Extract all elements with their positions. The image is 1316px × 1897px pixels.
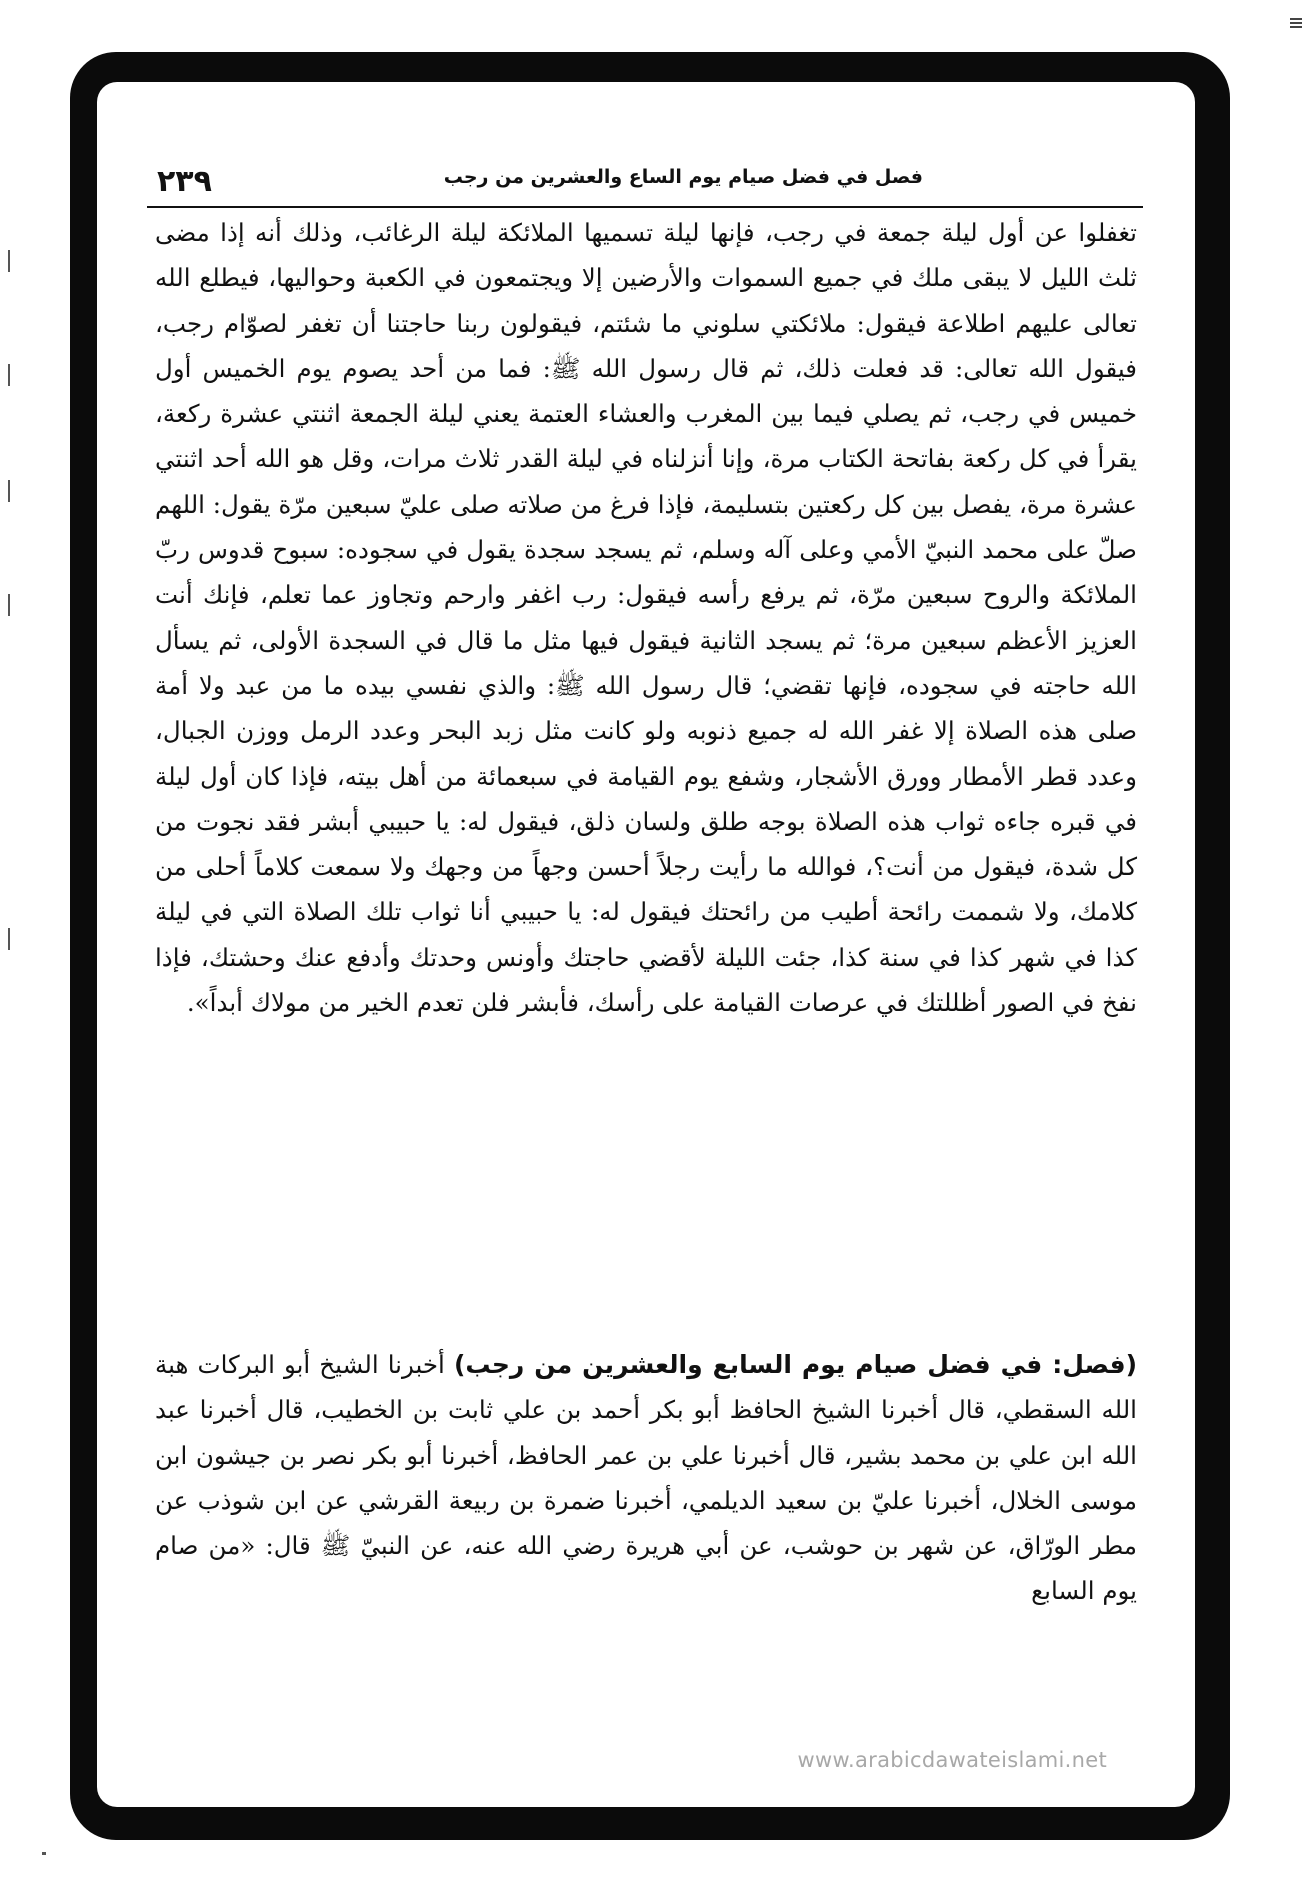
margin-tick [8, 928, 10, 950]
header-rule [147, 206, 1143, 208]
body-paragraph: تغفلوا عن أول ليلة جمعة في رجب، فإنها ليلة تسميها الملائكة ليلة الرغائب، وذلك أنه إذا مضى ثلث الليل لا يبقى ملك في جميع السموات والأرضين إلا ويجتمعون في الكعبة وحواليها، فيطلع الله تعالى عليهم اطلاعة فيقول: ملائكتي سلوني ما شئتم، فيقولون ربنا حاجتنا أن تغفر لصوّام رجب، فيقول الله تعالى: قد فعلت ذلك، ثم قال رسول الله ﷺ: فما من أحد يصوم يوم الخميس أول خميس في رجب، ثم يصلي فيما بين المغرب والعشاء العتمة يعني ليلة الجمعة اثنتي عشرة ركعة، يقرأ في كل ركعة بفاتحة الكتاب مرة، وإنا أنزلناه في ليلة القدر ثلاث مرات، وقل هو الله أحد اثنتي عشرة مرة، يفصل بين كل ركعتين بتسليمة، فإذا فرغ من صلاته صلى عليّ سبعين مرّة يقول: اللهم صلّ على محمد النبيّ الأمي وعلى آله وسلم، ثم يسجد سجدة يقول في سجوده: سبوح قدوس ربّ الملائكة والروح سبعين مرّة، ثم يرفع رأسه فيقول: رب اغفر وارحم وتجاوز عما تعلم، فإنك أنت العزيز الأعظم سبعين مرة؛ ثم يسجد الثانية فيقول فيها مثل ما قال في السجدة الأولى، ثم يسأل الله حاجته في سجوده، فإنها تقضي؛ قال رسول الله ﷺ: والذي نفسي بيده ما من عبد ولا أمة صلى هذه الصلاة إلا غفر الله له جميع ذنوبه ولو كانت مثل زبد البحر وعدد الرمل ووزن الجبال، وعدد قطر الأمطار وورق الأشجار، وشفع يوم القيامة في سبعمائة من أهل بيته، فإذا كان أول ليلة في قبره جاءه ثواب هذه الصلاة بوجه طلق ولسان ذلق، فيقول له: يا حبيبي أبشر فقد نجوت من كل شدة، فيقول من أنت؟، فوالله ما رأيت رجلاً أحسن وجهاً من وجهك ولا سمعت كلاماً أحلى من كلامك، ولا شممت رائحة أطيب من رائحتك فيقول له: يا حبيبي أنا ثواب تلك الصلاة التي في ليلة كذا في شهر كذا في سنة كذا، جئت الليلة لأقضي حاجتك وأونس وحدتك وأدفع عنك وحشتك، فإذا نفخ في الصور أظللتك في عرصات القيامة على رأسك، فأبشر فلن تعدم الخير من مولاك أبداً». [155, 218, 1137, 1018]
scan-speck [42, 1852, 46, 1855]
running-header-title: فصل في فضل صيام يوم الساع والعشرين من رجب [443, 166, 923, 188]
margin-tick [8, 364, 10, 386]
section-text: أخبرنا الشيخ أبو البركات هبة الله السقطي، قال أخبرنا الشيخ الحافظ أبو بكر أحمد بن علي ثابت بن الخطيب، قال أخبرنا عبد الله ابن علي بن محمد بشير، قال أخبرنا علي بن عمر الحافظ، أخبرنا أبو بكر نصر بن جيشون ابن موسى الخلال، أخبرنا عليّ بن سعيد الديلمي، أخبرنا ضمرة بن ربيعة القرشي عن ابن شوذب عن مطر الورّاق، عن شهر بن حوشب، عن أبي هريرة رضي الله عنه، عن النبيّ ﷺ قال: «من صام يوم السابع [155, 1350, 1137, 1606]
margin-tick [8, 480, 10, 502]
section-paragraph [155, 1342, 1137, 1614]
margin-tick [8, 594, 10, 616]
book-page [97, 82, 1195, 1807]
section-heading: (فصل: في فضل صيام يوم السابع والعشرين من رجب) [453, 1350, 1137, 1379]
watermark: www.arabicdawateislami.net [797, 1748, 1107, 1772]
running-header [147, 164, 1143, 208]
page-number: ٢٣٩ [157, 164, 212, 199]
section-block [155, 1342, 1137, 1614]
margin-tick [8, 250, 10, 272]
scan-corner-mark [1290, 18, 1302, 30]
main-text [155, 210, 1137, 1025]
